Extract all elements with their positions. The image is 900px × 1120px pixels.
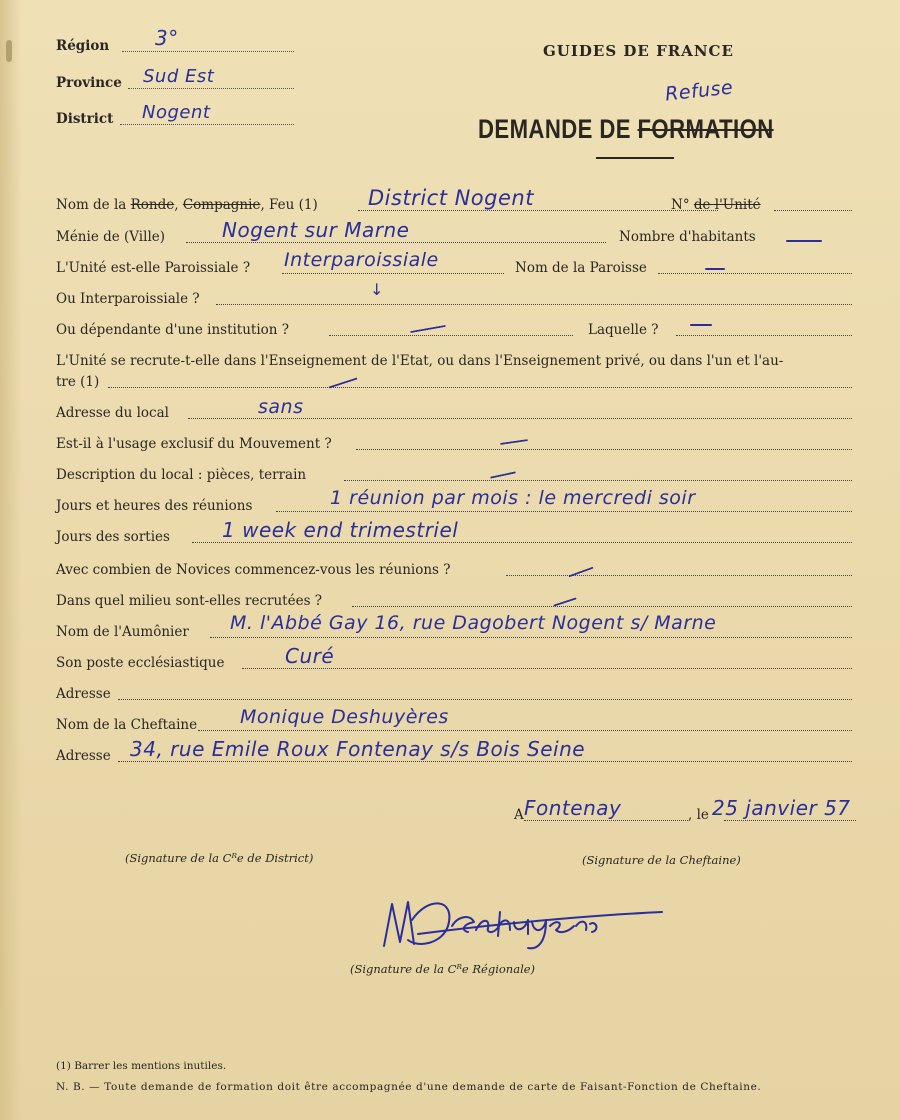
organization-name: GUIDES DE FRANCE — [543, 42, 734, 60]
region-label: Région — [56, 38, 110, 54]
title-underline — [596, 157, 674, 159]
province-label: Province — [56, 75, 122, 91]
row-description: Description du local : pièces, terrain — [56, 467, 852, 487]
row-enseignement: L'Unité se recrute-t-elle dans l'Enseignement de l'Etat, ou dans l'Enseignement privé, ou dans l'un et l'au- — [56, 353, 784, 369]
nom-unite-value: District Nogent — [368, 186, 534, 210]
signature-district-caption: (Signature de la Cᴿe de District) — [125, 851, 314, 865]
row-enseignement-2: tre (1) — [56, 374, 852, 394]
row-adresse-cheftaine: Adresse — [56, 748, 852, 768]
title-annotation: Refuse — [664, 76, 735, 106]
row-milieu: Dans quel milieu sont-elles recrutées ? — [56, 593, 852, 613]
aumonier-value: M. l'Abbé Gay 16, rue Dagobert Nogent s/ Marne — [230, 612, 717, 634]
title-struck-word: FORMATION — [637, 114, 774, 144]
row-paroissiale: L'Unité est-elle Paroissiale ? Nom de la Paroisse — [56, 260, 852, 280]
district-label: District — [56, 111, 114, 127]
sorties-value: 1 week end trimestriel — [222, 518, 459, 542]
paroissiale-value: Interparoissiale — [284, 249, 439, 271]
row-adresse-local: Adresse du local — [56, 405, 852, 425]
region-value: 3° — [155, 26, 179, 50]
province-line — [128, 88, 294, 89]
signature-regionale-caption: (Signature de la Cᴿe Régionale) — [350, 962, 536, 976]
binder-hole — [6, 40, 12, 62]
row-usage: Est-il à l'usage exclusif du Mouvement ? — [56, 436, 852, 456]
row-poste: Son poste ecclésiastique — [56, 655, 852, 675]
row-reunions: Jours et heures des réunions — [56, 498, 852, 518]
row-menie: Ménie de (Ville) Nombre d'habitants — [56, 229, 756, 245]
numero-unite-label: N° de l'Unité — [671, 197, 761, 213]
row-lieu-date: A , le — [56, 807, 852, 827]
place-value: Fontenay — [524, 796, 622, 820]
row-cheftaine: Nom de la Cheftaine — [56, 717, 852, 737]
cheftaine-value: Monique Deshuyères — [240, 706, 449, 728]
row-nom-unite: Nom de la Ronde, Compagnie, Feu (1) N° de l'Unité — [56, 197, 852, 217]
habitants-dash — [786, 240, 822, 242]
adresse-cheftaine-value: 34, rue Emile Roux Fontenay s/s Bois Seine — [130, 737, 586, 761]
document-title: DEMANDE DE FORMATION — [478, 114, 774, 144]
paroissiale-arrow: ↓ — [370, 280, 384, 299]
province-value: Sud Est — [143, 66, 215, 87]
page-fold-shadow — [0, 0, 22, 1120]
poste-value: Curé — [285, 644, 335, 668]
row-aumonier: Nom de l'Aumônier — [56, 624, 852, 644]
reunions-value: 1 réunion par mois : le mercredi soir — [330, 487, 696, 509]
menie-value: Nogent sur Marne — [222, 218, 410, 242]
row-interparoissiale: Ou Interparoissiale ? — [56, 291, 852, 311]
row-novices: Avec combien de Novices commencez-vous les réunions ? — [56, 562, 852, 582]
region-line — [122, 51, 294, 52]
row-sorties: Jours des sorties — [56, 529, 852, 549]
district-line — [120, 124, 294, 125]
district-value: Nogent — [142, 102, 211, 123]
row-institution: Ou dépendante d'une institution ? Laquelle ? — [56, 322, 852, 342]
footnote-nb: N. B. — Toute demande de formation doit être accompagnée d'une demande de carte de Faisant-Fonction de Cheftaine. — [56, 1081, 762, 1093]
paroisse-dash — [705, 268, 725, 270]
signature-cheftaine-caption: (Signature de la Cheftaine) — [582, 853, 741, 867]
date-value: 25 janvier 57 — [712, 796, 851, 820]
footnote-1: (1) Barrer les mentions inutiles. — [56, 1060, 227, 1072]
laquelle-dash — [690, 324, 712, 326]
row-adresse: Adresse — [56, 686, 852, 706]
adresse-local-value: sans — [258, 396, 304, 418]
